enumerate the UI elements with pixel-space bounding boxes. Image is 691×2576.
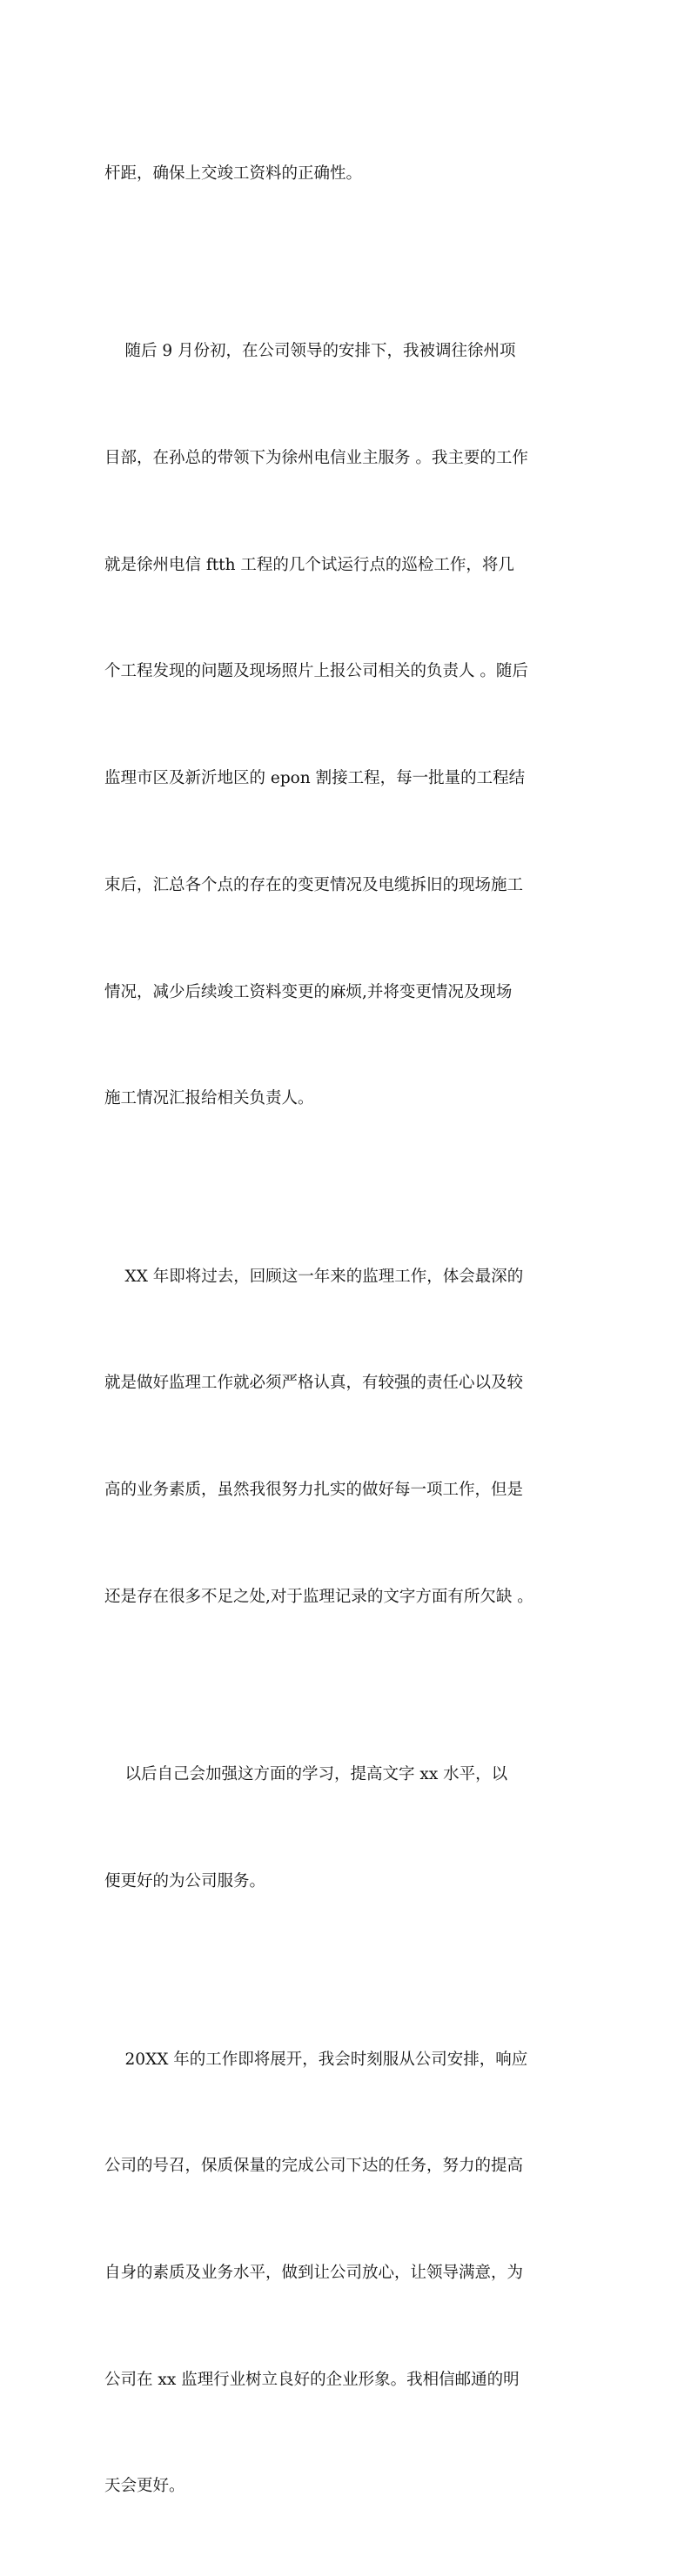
text-line: 随后 9 月份初，在公司领导的安排下，我被调往徐州项 bbox=[104, 342, 516, 361]
text-line: 以后自己会加强这方面的学习，提高文字 xx 水平，以 bbox=[104, 1765, 508, 1784]
text-line: XX 年即将过去，回顾这一年来的监理工作，体会最深的 bbox=[104, 1267, 524, 1286]
text-line: 自身的素质及业务水平，做到让公司放心，让领导满意，为 bbox=[104, 2264, 524, 2283]
paragraph-1 bbox=[104, 85, 588, 264]
text-line: 20XX 年的工作即将展开，我会时刻服从公司安排，响应 bbox=[104, 2050, 528, 2069]
text-line: 公司在 xx 监理行业树立良好的企业形象。我相信邮通的明 bbox=[104, 2370, 520, 2389]
text-line: 便更好的为公司服务。 bbox=[104, 1872, 266, 1891]
text-line: 高的业务素质，虽然我很努力扎实的做好每一项工作，但是 bbox=[104, 1481, 524, 1500]
paragraph-4 bbox=[104, 1687, 588, 1971]
text-line: 还是存在很多不足之处,对于监理记录的文字方面有所欠缺 。 bbox=[104, 1587, 533, 1606]
text-line: 就是做好监理工作就必须严格认真，有较强的责任心以及较 bbox=[104, 1374, 524, 1393]
paragraph-5 bbox=[104, 1971, 588, 2576]
text-line: 就是徐州电信 ftth 工程的几个试运行点的巡检工作，将几 bbox=[104, 555, 514, 574]
text-line: 监理市区及新沂地区的 epon 割接工程，每一批量的工程结 bbox=[104, 769, 526, 788]
paragraph-2 bbox=[104, 264, 588, 1188]
text-line: 情况，减少后续竣工资料变更的麻烦,并将变更情况及现场 bbox=[104, 982, 513, 1001]
text-line: 束后，汇总各个点的存在的变更情况及电缆拆旧的现场施工 bbox=[104, 875, 524, 894]
document-body bbox=[104, 85, 588, 2576]
text-line: 个工程发现的问题及现场照片上报公司相关的负责人 。随后 bbox=[104, 662, 528, 681]
text-line: 目部，在孙总的带领下为徐州电信业主服务 。我主要的工作 bbox=[104, 449, 528, 468]
text-line: 杆距，确保上交竣工资料的正确性。 bbox=[104, 164, 363, 183]
paragraph-3 bbox=[104, 1188, 588, 1687]
text-line: 公司的号召，保质保量的完成公司下达的任务，努力的提高 bbox=[104, 2157, 524, 2176]
text-line: 施工情况汇报给相关负责人。 bbox=[104, 1089, 314, 1108]
text-line: 天会更好。 bbox=[104, 2477, 185, 2496]
